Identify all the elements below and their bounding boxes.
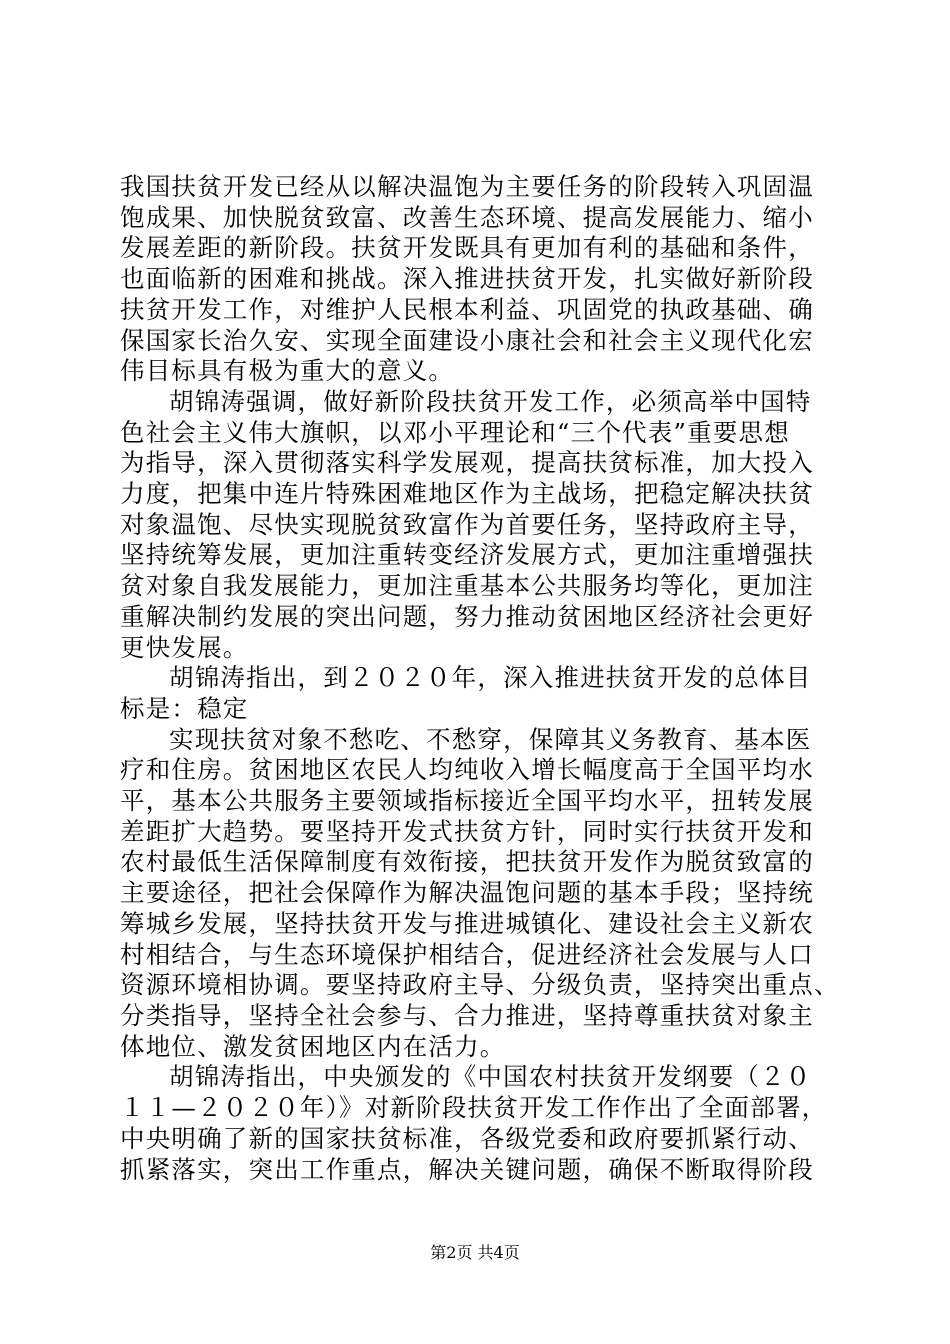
- body-paragraph: [120, 387, 840, 663]
- text-line: 坚持统筹发展，更加注重转变经济发展方式，更加注重增强扶: [120, 540, 814, 570]
- text-line: 中央明确了新的国家扶贫标准，各级党委和政府要抓紧行动、: [120, 1123, 814, 1153]
- text-line: 重解决制约发展的突出问题，努力推动贫困地区经济社会更好: [120, 601, 814, 631]
- text-line: 也面临新的困难和挑战。深入推进扶贫开发，扎实做好新阶段: [120, 264, 814, 294]
- text-line: 平，基本公共服务主要领域指标接近全国平均水平，扭转发展: [120, 786, 814, 816]
- text-line: 饱成果、加快脱贫致富、改善生态环境、提高发展能力、缩小: [120, 202, 814, 232]
- text-line: 疗和住房。贫困地区农民人均纯收入增长幅度高于全国平均水: [120, 755, 814, 785]
- text-line: 体地位、激发贫困地区内在活力。: [120, 1031, 506, 1061]
- body-paragraph: [120, 663, 840, 724]
- text-line: 对象温饱、尽快实现脱贫致富作为首要任务，坚持政府主导，: [120, 509, 814, 539]
- body-paragraph: [120, 725, 840, 1063]
- text-line: 伟目标具有极为重大的意义。: [120, 356, 455, 386]
- text-line: 更快发展。: [120, 632, 249, 662]
- text-line: 主要途径，把社会保障作为解决温饱问题的基本手段；坚持统: [120, 878, 814, 908]
- text-line: 贫对象自我发展能力，更加注重基本公共服务均等化，更加注: [120, 571, 814, 601]
- text-line: 扶贫开发工作，对维护人民根本利益、巩固党的执政基础、确: [120, 294, 814, 324]
- text-line: 差距扩大趋势。要坚持开发式扶贫方针，同时实行扶贫开发和: [120, 816, 814, 846]
- text-line: 资源环境相协调。要坚持政府主导、分级负责，坚持突出重点、: [120, 970, 840, 1000]
- page-number-label: 第2页 共4页: [430, 1243, 520, 1262]
- text-line: 标是：稳定: [120, 693, 249, 723]
- text-line: 筹城乡发展，坚持扶贫开发与推进城镇化、建设社会主义新农: [120, 908, 814, 938]
- text-line: 力度，把集中连片特殊困难地区作为主战场，把稳定解决扶贫: [120, 479, 814, 509]
- text-line: 抓紧落实，突出工作重点，解决关键问题，确保不断取得阶段: [120, 1154, 814, 1184]
- text-line: 胡锦涛强调，做好新阶段扶贫开发工作，必须高举中国特: [169, 386, 812, 416]
- body-paragraph: [120, 172, 840, 387]
- text-line: 为指导，深入贯彻落实科学发展观，提高扶贫标准，加大投入: [120, 448, 814, 478]
- text-line: 胡锦涛指出，中央颁发的《中国农村扶贫开发纲要（２０: [169, 1062, 812, 1092]
- text-line: 村相结合，与生态环境保护相结合，促进经济社会发展与人口: [120, 939, 814, 969]
- text-line: １１—２０２０年）》对新阶段扶贫开发工作作出了全面部署，: [120, 1093, 828, 1123]
- text-line: 分类指导，坚持全社会参与、合力推进，坚持尊重扶贫对象主: [120, 1000, 814, 1030]
- text-line: 实现扶贫对象不愁吃、不愁穿，保障其义务教育、基本医: [169, 724, 812, 754]
- text-line: 色社会主义伟大旗帜，以邓小平理论和“三个代表”重要思想: [120, 417, 790, 447]
- document-body: [120, 172, 840, 1185]
- text-line: 保国家长治久安、实现全面建设小康社会和社会主义现代化宏: [120, 325, 814, 355]
- text-line: 我国扶贫开发已经从以解决温饱为主要任务的阶段转入巩固温: [120, 172, 814, 201]
- text-line: 胡锦涛指出，到２０２０年，深入推进扶贫开发的总体目: [169, 663, 812, 693]
- text-line: 农村最低生活保障制度有效衔接，把扶贫开发作为脱贫致富的: [120, 847, 814, 877]
- page-footer: [0, 1243, 950, 1263]
- text-line: 发展差距的新阶段。扶贫开发既具有更加有利的基础和条件，: [120, 233, 814, 263]
- body-paragraph: [120, 1062, 840, 1185]
